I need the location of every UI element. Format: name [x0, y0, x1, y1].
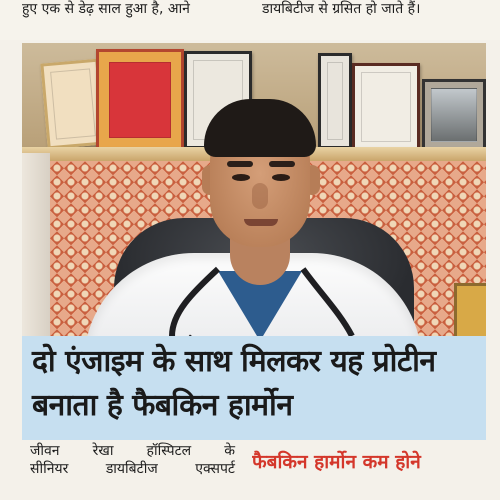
- top-right-line: डायबिटीज से ग्रसित हो जाते हैं।: [262, 1, 421, 17]
- body-word: के: [224, 443, 235, 459]
- stethoscope-icon: [22, 43, 486, 336]
- headline-box: [22, 336, 486, 440]
- top-text-left-column: [22, 0, 247, 19]
- body-word: डायबिटीज: [105, 461, 158, 477]
- top-text-right-column: [262, 0, 487, 19]
- body-word: एक्सपर्ट: [195, 461, 235, 477]
- body-line: [30, 442, 235, 460]
- body-word: सीनियर: [30, 461, 69, 477]
- subheading: [252, 449, 492, 475]
- body-word: जीवन: [30, 443, 60, 459]
- doctor-photo: [22, 43, 486, 336]
- body-text-column: [30, 442, 235, 478]
- top-left-line: हुए एक से डेढ़ साल हुआ है, आने: [22, 1, 190, 17]
- headline-title: दो एंजाइम के साथ मिलकर यह प्रोटीन बनाता है फैबकिन हार्मोन: [32, 344, 436, 423]
- body-line: [30, 460, 235, 478]
- top-body-text: [0, 0, 500, 40]
- subheading-line: फैबकिन हार्मोन कम होने: [252, 451, 421, 473]
- body-word: रेखा: [92, 443, 114, 459]
- body-word: हॉस्पिटल: [146, 443, 192, 459]
